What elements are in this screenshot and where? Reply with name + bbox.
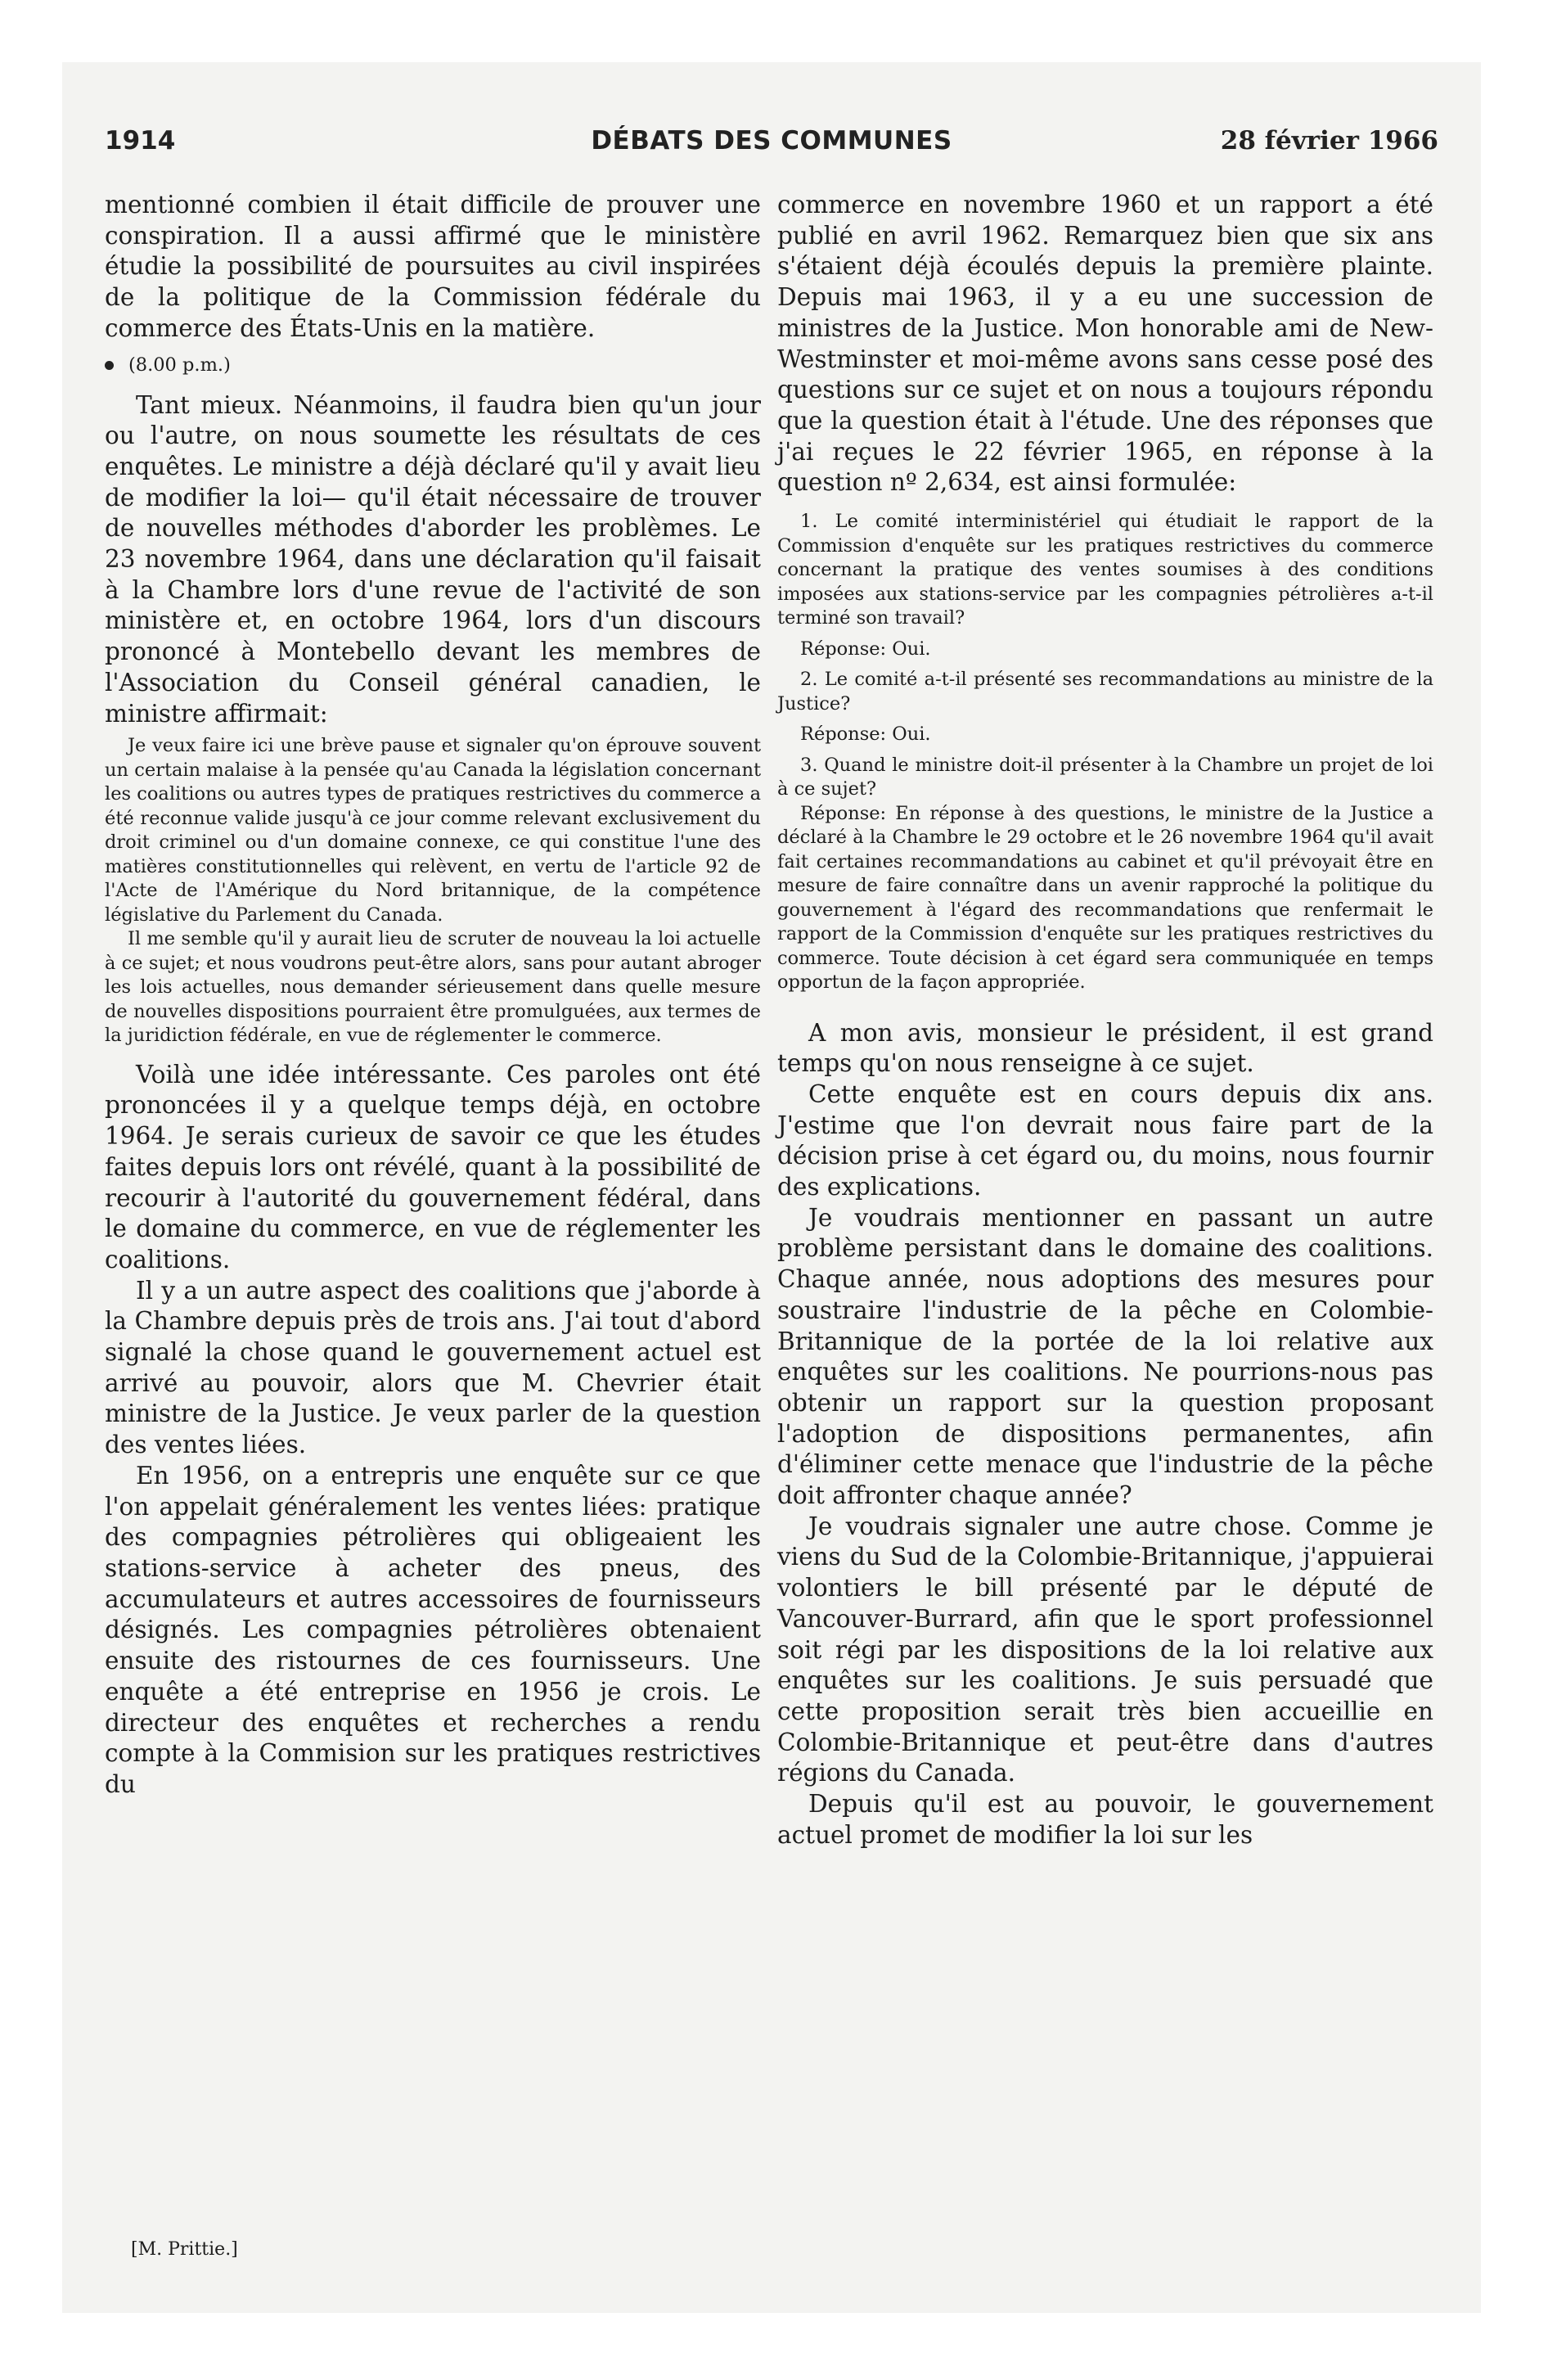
paragraph: Je voudrais mentionner en passant un autre problème persistant dans le domaine des coalitions. Chaque année, nous adoptions des mesures pour soustraire l'industrie de la pêche en Colombie-Britannique de la portée de la loi relative aux enquêtes sur les coalitions. Ne pourrions-nous pas obtenir un rapport sur la question proposant l'adoption de dispositions permanentes, afin d'éliminer cette menace que l'industrie de la pêche doit affronter chaque année?: [777, 1203, 1433, 1510]
question: 2. Le comité a-t-il présenté ses recommandations au ministre de la Justice?: [777, 669, 1433, 714]
paragraph: mentionné combien il était difficile de prouver une conspiration. Il a aussi affirmé que le ministère étudie la possibilité de poursuites au civil inspirées de la politique de la Commission fédérale du commerce des États-Unis en la matière.: [105, 191, 761, 342]
publication-title: DÉBATS DES COMMUNES: [591, 126, 952, 156]
right-column: [777, 190, 1433, 1851]
paragraph: En 1956, on a entrepris une enquête sur ce que l'on appelait généralement les ventes liées: pratique des compagnies pétrolières qui obligeaient les stations-service à acheter des pneus, des accumulateurs et autres accessoires de fournisseurs désignés. Les compagnies pétrolières obtenaient ensuite des ristournes de ces fournisseurs. Une enquête a été entreprise en 1956 je crois. Le directeur des enquêtes et recherches a rendu compte à la Commision sur les pratiques restrictives du: [105, 1461, 761, 1798]
answer: Réponse: Oui.: [800, 723, 931, 746]
paragraph: Depuis qu'il est au pouvoir, le gouvernement actuel promet de modifier la loi sur les: [777, 1790, 1433, 1849]
paragraph: Tant mieux. Néanmoins, il faudra bien qu'un jour ou l'autre, on nous soumette les résultats de ces enquêtes. Le ministre a déjà déclaré qu'il y avait lieu de modifier la loi— qu'il était nécessaire de trouver de nouvelles méthodes d'aborder les problèmes. Le 23 novembre 1964, dans une déclaration qu'il faisait à la Chambre lors d'une revue de l'activité de son ministère et, en octobre 1964, lors d'un discours prononcé à Montebello devant les membres de l'Association du Conseil général canadien, le ministre affirmait:: [105, 390, 761, 728]
bullet-icon: [105, 361, 114, 370]
answer: Réponse: Oui.: [800, 638, 931, 660]
question: 3. Quand le ministre doit-il présenter à la Chambre un projet de loi à ce sujet?: [777, 754, 1433, 800]
quotation: Je veux faire ici une brève pause et signaler qu'on éprouve souvent un certain malaise à la pensée qu'au Canada la législation concernant les coalitions ou autres types de pratiques restrictives du commerce a été reconnue valide jusqu'à ce jour comme relevant exclusivement du droit criminel ou d'un domaine connexe, ce qui constitue l'une des matières constitutionnelles qui relèvent, en vertu de l'article 92 de l'Acte de l'Amérique du Nord britannique, de la compétence législative du Parlement du Canada.: [105, 735, 761, 926]
question: 1. Le comité interministériel qui étudiait le rapport de la Commission d'enquête sur les pratiques restrictives du commerce concernant la pratique des ventes soumises à des conditions imposées aux stations-service par les compagnies pétrolières a-t-il terminé son travail?: [777, 511, 1433, 629]
page-number: 1914: [105, 126, 176, 156]
paragraph: commerce en novembre 1960 et un rapport a été publié en avril 1962. Remarquez bien que six ans s'étaient déjà écoulés depuis la première plainte. Depuis mai 1963, il y a eu une succession de ministres de la Justice. Mon honorable ami de New-Westminster et moi-même avons sans cesse posé des questions sur ce sujet et on nous a toujours répondu que la question était à l'étude. Une des réponses que j'ai reçues le 22 février 1965, en réponse à la question nº 2,634, est ainsi formulée:: [777, 191, 1433, 497]
page-date: 28 février 1966: [1220, 126, 1438, 156]
speaker-attribution: [M. Prittie.]: [131, 2239, 238, 2260]
paragraph: Cette enquête est en cours depuis dix ans. J'estime que l'on devrait nous faire part de la décision prise à cet égard ou, du moins, nous fournir des explications.: [777, 1080, 1433, 1201]
left-column: [105, 190, 761, 1801]
time-marker-text: (8.00 p.m.): [128, 354, 231, 376]
page-header: [105, 126, 1438, 167]
paragraph: Voilà une idée intéressante. Ces paroles ont été prononcées il y a quelque temps déjà, en octobre 1964. Je serais curieux de savoir ce que les études faites depuis lors ont révélé, quant à la possibilité de recourir à l'autorité du gouvernement fédéral, dans le domaine du commerce, en vue de réglementer les coalitions.: [105, 1060, 761, 1273]
paragraph: Il y a un autre aspect des coalitions que j'aborde à la Chambre depuis près de trois ans. J'ai tout d'abord signalé la chose quand le gouvernement actuel est arrivé au pouvoir, alors que M. Chevrier était ministre de la Justice. Je veux parler de la question des ventes liées.: [105, 1276, 761, 1459]
time-marker: [105, 353, 761, 377]
paragraph: Je voudrais signaler une autre chose. Comme je viens du Sud de la Colombie-Britannique, j'appuierai volontiers le bill présenté par le député de Vancouver-Burrard, afin que le sport professionnel soit régi par les dispositions de la loi relative aux enquêtes sur les coalitions. Je suis persuadé que cette proposition serait très bien accueillie en Colombie-Britannique et peut-être dans d'autres régions du Canada.: [777, 1512, 1433, 1787]
quotation: Il me semble qu'il y aurait lieu de scruter de nouveau la loi actuelle à ce sujet; et nous voudrons peut-être alors, sans pour autant abroger les lois actuelles, nous demander sérieusement dans quelle mesure de nouvelles dispositions pourraient être promulguées, aux termes de la juridiction fédérale, en vue de réglementer le commerce.: [105, 928, 761, 1047]
answer: Réponse: En réponse à des questions, le ministre de la Justice a déclaré à la Chambre le 29 octobre et le 26 novembre 1964 qu'il avait fait certaines recommandations au cabinet et qu'il prévoyait être en mesure de faire connaître dans un avenir rapproché la politique du gouvernement à l'égard des recommandations que renfermait le rapport de la Commission d'enquête sur les pratiques restrictives du commerce. Toute décision à cet égard sera communiquée en temps opportun de la façon appropriée.: [777, 802, 1433, 994]
paragraph: A mon avis, monsieur le président, il est grand temps qu'on nous renseigne à ce sujet.: [777, 1018, 1433, 1078]
